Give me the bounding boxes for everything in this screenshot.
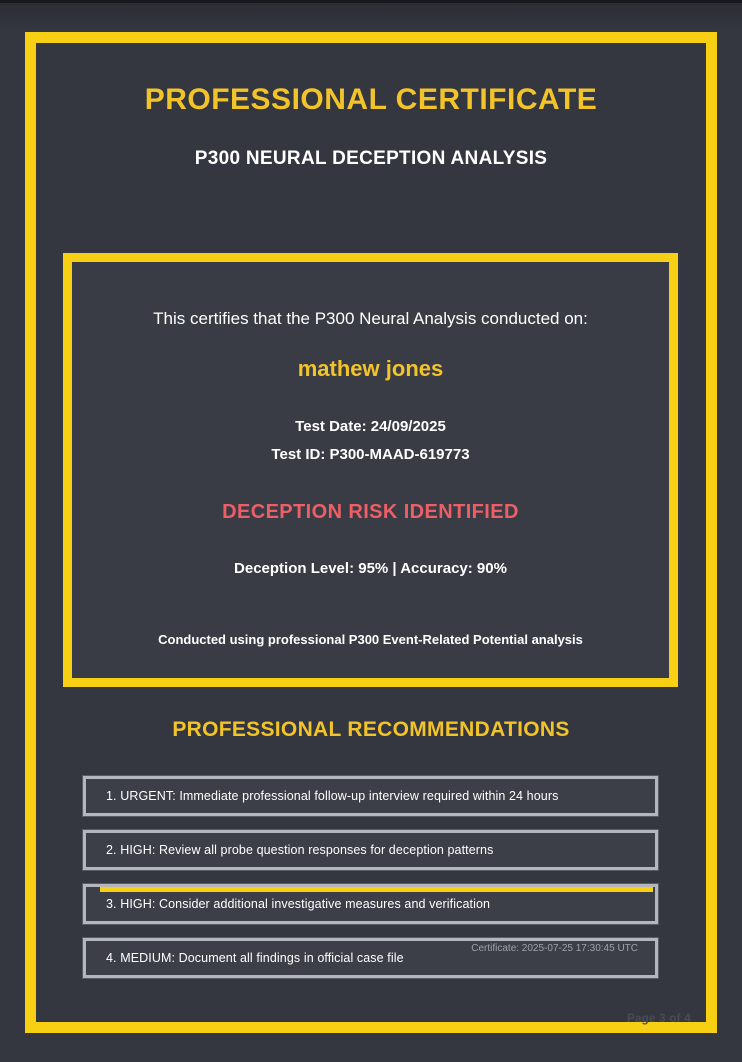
recommendation-item-1 (83, 776, 658, 816)
test-date: Test Date: 24/09/2025 (295, 418, 446, 435)
certificate-inner-panel (63, 253, 678, 687)
recommendation-item-2 (83, 830, 658, 870)
deception-verdict: DECEPTION RISK IDENTIFIED (222, 501, 519, 523)
certificate-title: PROFESSIONAL CERTIFICATE (144, 83, 598, 116)
yellow-divider-line (100, 887, 653, 892)
certify-statement: This certifies that the P300 Neural Analysis conducted on: (153, 309, 588, 328)
recommendation-item-3 (83, 884, 658, 924)
certificate-timestamp: Certificate: 2025-07-25 17:30:45 UTC (471, 943, 638, 954)
certificate-outer-frame (25, 32, 717, 1033)
recommendation-text: 1. URGENT: Immediate professional follow-up interview required within 24 hours (106, 789, 559, 803)
certificate-subtitle: P300 NEURAL DECEPTION ANALYSIS (194, 148, 548, 169)
page-top-shade (0, 3, 742, 31)
recommendation-text: 3. HIGH: Consider additional investigative measures and verification (106, 897, 491, 911)
recommendations-heading: PROFESSIONAL RECOMMENDATIONS (172, 718, 570, 741)
test-id: Test ID: P300-MAAD-619773 (271, 446, 470, 463)
recommendation-text: 2. HIGH: Review all probe question responses for deception patterns (106, 843, 494, 857)
recommendations-list (83, 776, 658, 992)
method-note: Conducted using professional P300 Event-Related Potential analysis (158, 632, 583, 647)
subject-name: mathew jones (297, 356, 444, 381)
deception-metrics: Deception Level: 95% | Accuracy: 90% (234, 560, 507, 577)
recommendation-item-4 (83, 938, 658, 978)
page-number: Page 3 of 4 (626, 1013, 691, 1025)
recommendation-text: 4. MEDIUM: Document all findings in official case file (106, 951, 404, 965)
